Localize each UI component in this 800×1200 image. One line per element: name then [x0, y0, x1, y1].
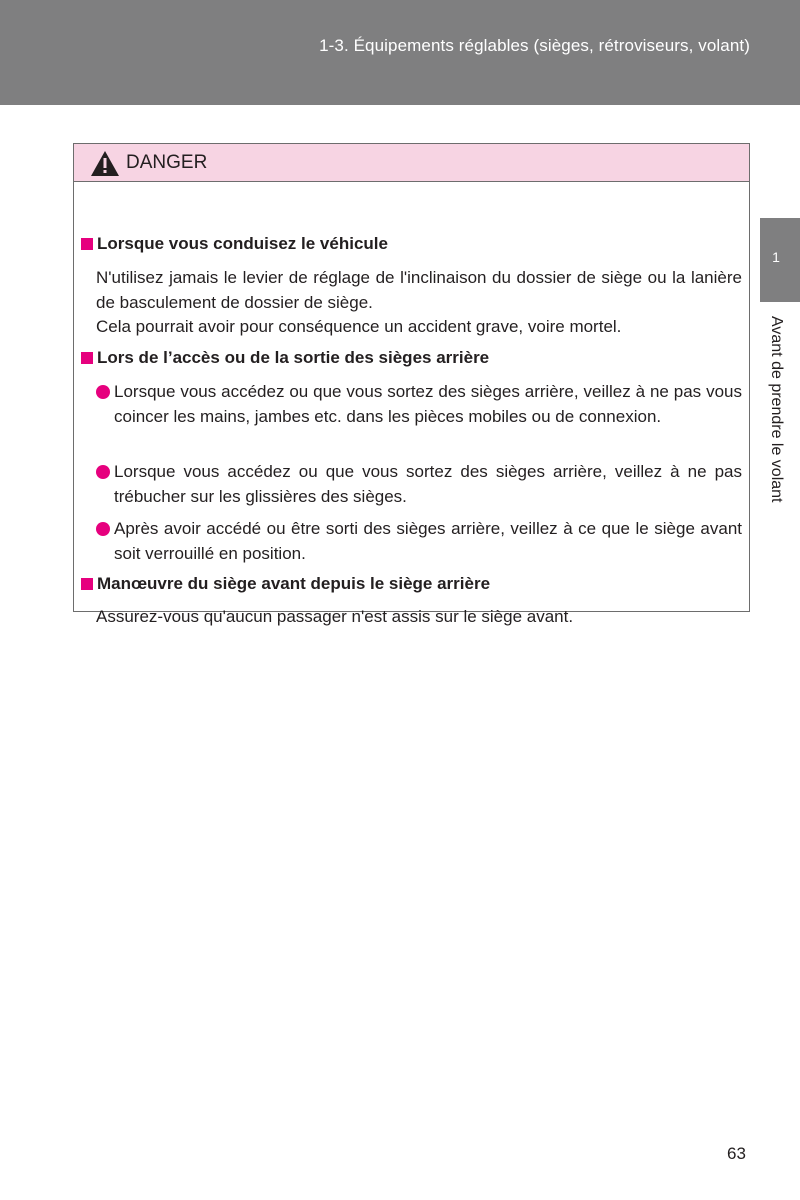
page-header — [0, 0, 800, 105]
round-bullet-icon — [96, 385, 110, 399]
round-bullet-icon — [96, 465, 110, 479]
list-item: Après avoir accédé ou être sorti des sièges arrière, veillez à ce que le siège avant soit verrouillé en position. — [96, 517, 742, 566]
section-title: Lors de l’accès ou de la sortie des sièges arrière — [81, 348, 489, 368]
square-bullet-icon — [81, 578, 93, 590]
page-number: 63 — [727, 1144, 746, 1163]
danger-box — [73, 143, 750, 626]
section-paragraph: N'utilisez jamais le levier de réglage de l'inclinaison du dossier de siège ou la lanière de basculement de dossier de siège. — [96, 268, 742, 312]
section-paragraph: Cela pourrait avoir pour conséquence un accident grave, voire mortel. — [96, 317, 622, 336]
list-item: Lorsque vous accédez ou que vous sortez des sièges arrière, veillez à ne pas vous coincer les mains, jambes etc. dans les pièces mobiles ou de connexion. — [96, 380, 742, 429]
chapter-tab — [760, 218, 800, 302]
header-title: 1-3. Équipements réglables (sièges, rétroviseurs, volant) — [319, 36, 750, 55]
chapter-number: 1 — [772, 249, 780, 265]
section-paragraph: Assurez-vous qu'aucun passager n'est assis sur le siège avant. — [96, 607, 574, 626]
section-title: Lorsque vous conduisez le véhicule — [81, 234, 388, 254]
section-title: Manœuvre du siège avant depuis le siège arrière — [81, 574, 490, 594]
list-item: Lorsque vous accédez ou que vous sortez des sièges arrière, veillez à ne pas trébucher sur les glissières des sièges. — [96, 460, 742, 509]
round-bullet-icon — [96, 522, 110, 536]
square-bullet-icon — [81, 238, 93, 250]
square-bullet-icon — [81, 352, 93, 364]
danger-label: DANGER — [126, 152, 208, 173]
danger-header — [74, 144, 749, 182]
warning-triangle-icon — [90, 150, 120, 177]
chapter-label: Avant de prendre le volant — [768, 316, 785, 503]
